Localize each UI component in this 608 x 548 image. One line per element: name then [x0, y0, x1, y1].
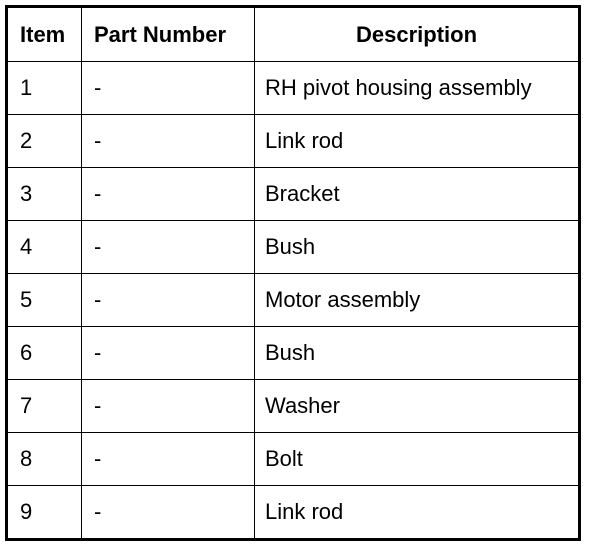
item-number-cell: 6: [7, 327, 82, 380]
part-number-cell: -: [82, 486, 255, 540]
item-number-cell: 3: [7, 168, 82, 221]
description-cell: Bolt: [255, 433, 580, 486]
description-cell: Link rod: [255, 486, 580, 540]
table-row: [7, 327, 580, 380]
table-row: [7, 433, 580, 486]
item-number-cell: 9: [7, 486, 82, 540]
table-header-row: [7, 7, 580, 62]
table-row: [7, 380, 580, 433]
description-cell: Washer: [255, 380, 580, 433]
column-header-description: Description: [255, 7, 580, 62]
item-number-cell: 8: [7, 433, 82, 486]
description-cell: RH pivot housing assembly: [255, 62, 580, 115]
description-cell: Link rod: [255, 115, 580, 168]
part-number-cell: -: [82, 380, 255, 433]
part-number-cell: -: [82, 274, 255, 327]
description-cell: Bush: [255, 327, 580, 380]
part-number-cell: -: [82, 221, 255, 274]
table-row: [7, 486, 580, 540]
part-number-cell: -: [82, 168, 255, 221]
item-number-cell: 4: [7, 221, 82, 274]
table-row: [7, 168, 580, 221]
part-number-cell: -: [82, 62, 255, 115]
column-header-part-number: Part Number: [82, 7, 255, 62]
description-cell: Motor assembly: [255, 274, 580, 327]
description-cell: Bracket: [255, 168, 580, 221]
item-number-cell: 5: [7, 274, 82, 327]
item-number-cell: 2: [7, 115, 82, 168]
table-row: [7, 221, 580, 274]
table-row: [7, 115, 580, 168]
table-row: [7, 62, 580, 115]
description-cell: Bush: [255, 221, 580, 274]
item-number-cell: 7: [7, 380, 82, 433]
column-header-item: Item: [7, 7, 82, 62]
item-number-cell: 1: [7, 62, 82, 115]
part-number-cell: -: [82, 115, 255, 168]
part-number-cell: -: [82, 433, 255, 486]
parts-table: [5, 5, 581, 541]
part-number-cell: -: [82, 327, 255, 380]
table-row: [7, 274, 580, 327]
